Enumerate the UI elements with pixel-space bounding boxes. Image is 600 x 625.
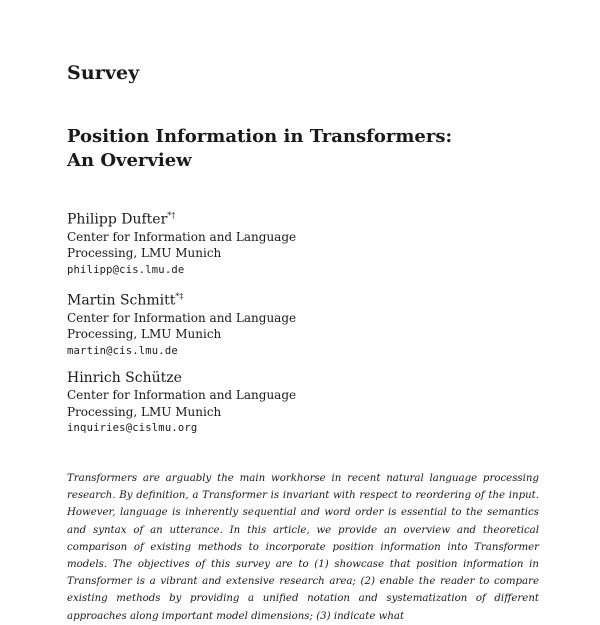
author-affiliation-line-2: Processing, LMU Munich [67,246,222,261]
author-block-2 [67,288,296,360]
author-affiliation-line-1: Center for Information and Language [67,310,297,325]
title-line-2: An Overview [67,150,192,171]
author-affiliation-line-2: Processing, LMU Munich [67,404,222,419]
author-affiliation-line-1: Center for Information and Language [67,229,297,244]
section-label: Survey [67,62,140,84]
author-email[interactable]: martin@cis.lmu.de [67,344,178,357]
paper-title [67,125,452,173]
author-block-1 [67,207,296,279]
abstract-text: Transformers are arguably the main workhorse in recent natural language processing research. By definition, a Transformer is invariant with respect to reordering of the input. However, language is inherently sequential and word order is essential to the semantics and syntax of an utterance. In this article, we provide an overview and theoretical comparison of existing methods to incorporate position information into Transformer models. The objectives of this survey are to (1) showcase that position information in Transformer is a vibrant and extensive research area; (2) enable the reader to compare existing methods by providing a unified notation and systematization of different approaches along important model dimensions; (3) indicate what [67,473,539,622]
author-name-text: Hinrich Schütze [67,370,182,386]
author-name-text: Philipp Dufter [67,211,168,228]
author-footnote-marks: *† [167,211,176,220]
author-email[interactable]: inquiries@cislmu.org [67,422,198,434]
author-footnote-marks: *‡ [175,292,184,301]
author-name [67,369,296,387]
author-name-text: Martin Schmitt [67,292,176,309]
author-block-3 [67,369,296,437]
title-line-1: Position Information in Transformers: [67,126,453,147]
author-name [67,207,296,229]
author-affiliation-line-1: Center for Information and Language [67,388,297,402]
author-name [67,288,296,310]
author-email[interactable]: philipp@cis.lmu.de [67,263,185,276]
author-affiliation-line-2: Processing, LMU Munich [67,327,222,342]
